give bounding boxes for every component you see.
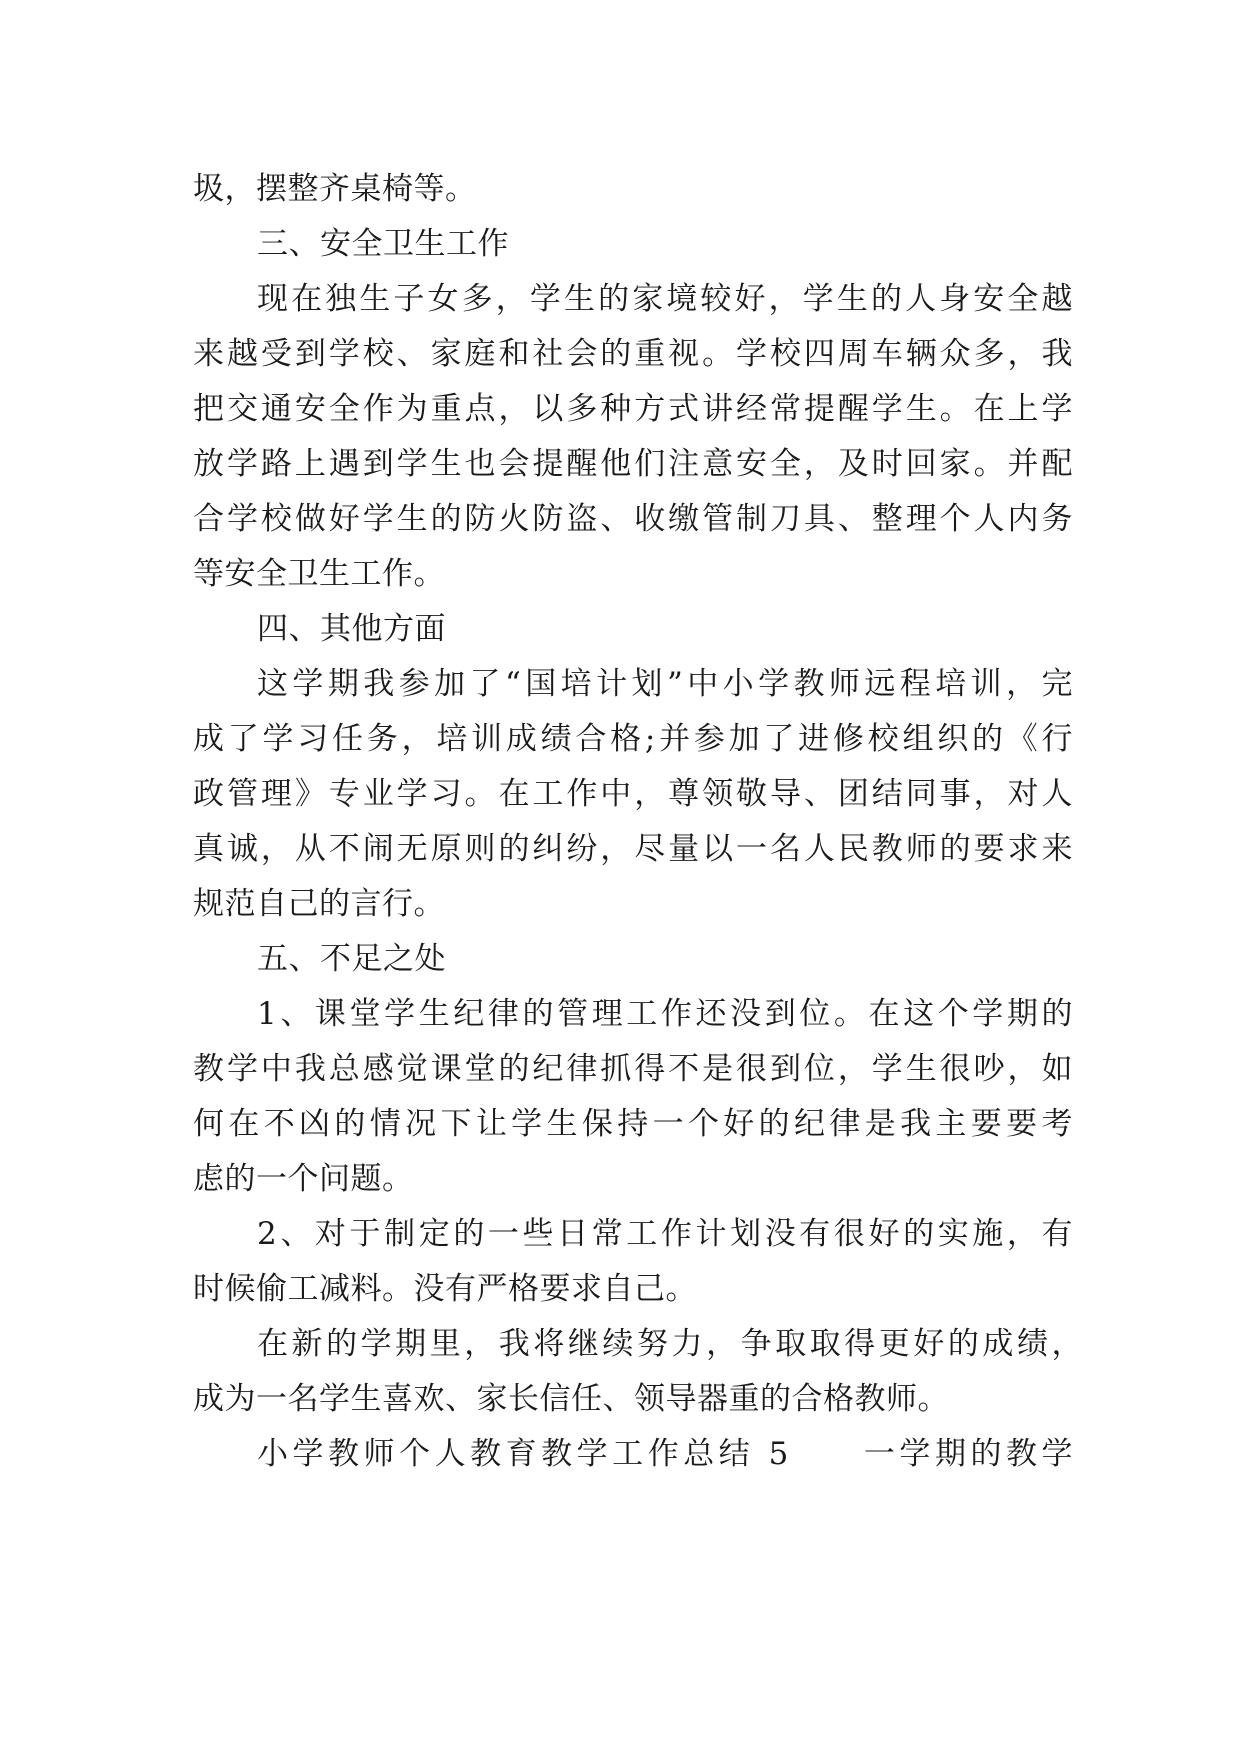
- text-line: 政管理》专业学习。在工作中，尊领敬导、团结同事，对人: [193, 776, 1073, 812]
- text-line: 小学教师个人教育教学工作总结 5 一学期的教学: [257, 1436, 1073, 1472]
- text-line: 圾，摆整齐桌椅等。: [193, 171, 477, 207]
- text-line: 放学路上遇到学生也会提醒他们注意安全，及时回家。并配: [193, 446, 1073, 482]
- text-line: 何在不凶的情况下让学生保持一个好的纪律是我主要要考: [193, 1106, 1073, 1142]
- text-line: 来越受到学校、家庭和社会的重视。学校四周车辆众多，我: [193, 336, 1073, 372]
- text-line: 成为一名学生喜欢、家长信任、领导器重的合格教师。: [193, 1381, 949, 1417]
- section-heading: 五、不足之处: [257, 941, 446, 977]
- text-line: 1、课堂学生纪律的管理工作还没到位。在这个学期的: [257, 996, 1073, 1032]
- text-line: 现在独生子女多，学生的家境较好，学生的人身安全越: [257, 281, 1073, 317]
- text-line: 把交通安全作为重点，以多种方式讲经常提醒学生。在上学: [193, 391, 1073, 427]
- text-line: 成了学习任务，培训成绩合格;并参加了进修校组织的《行: [193, 721, 1073, 757]
- text-line: 时候偷工减料。没有严格要求自己。: [193, 1271, 697, 1307]
- text-line: 虑的一个问题。: [193, 1161, 414, 1197]
- section-heading: 四、其他方面: [257, 611, 446, 647]
- text-line: 合学校做好学生的防火防盗、收缴管制刀具、整理个人内务: [193, 501, 1073, 537]
- text-line: 规范自己的言行。: [193, 886, 445, 922]
- text-line: 这学期我参加了“国培计划”中小学教师远程培训，完: [257, 666, 1073, 702]
- text-line: 2、对于制定的一些日常工作计划没有很好的实施，有: [257, 1216, 1073, 1252]
- text-line: 教学中我总感觉课堂的纪律抓得不是很到位，学生很吵，如: [193, 1051, 1073, 1087]
- text-line: 等安全卫生工作。: [193, 556, 445, 592]
- text-line: 真诚，从不闹无原则的纠纷，尽量以一名人民教师的要求来: [193, 831, 1073, 867]
- text-line: 在新的学期里，我将继续努力，争取取得更好的成绩，: [257, 1326, 1083, 1362]
- section-heading: 三、安全卫生工作: [257, 226, 509, 262]
